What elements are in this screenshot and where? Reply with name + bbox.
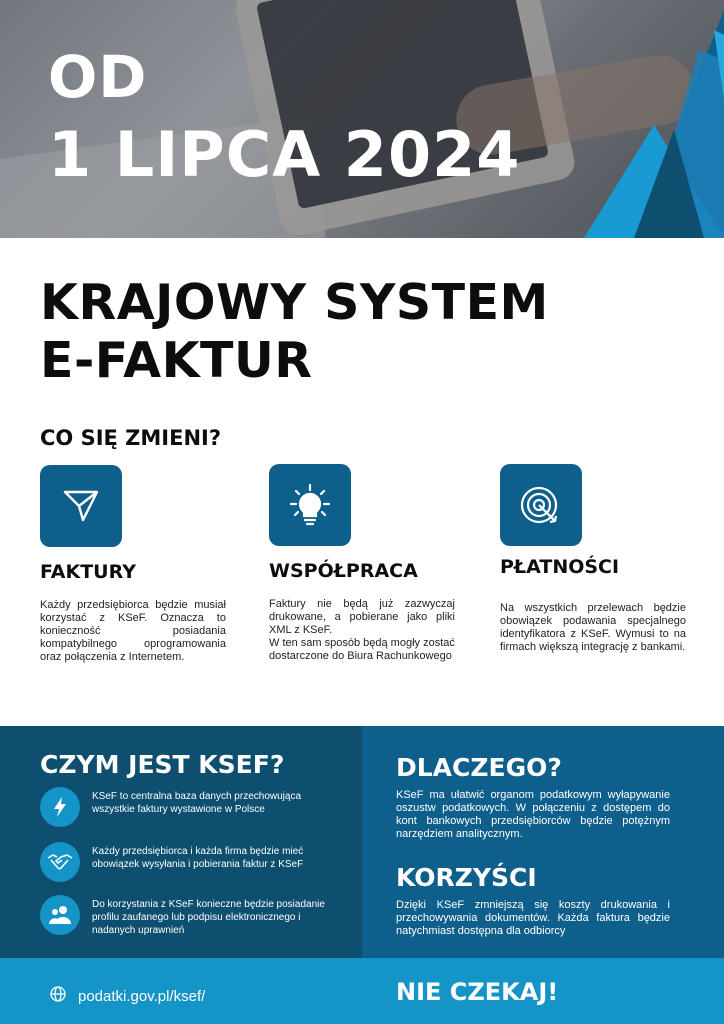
target-icon	[500, 464, 582, 546]
ksef-item-text: KSeF to centralna baza danych przechowująca wszystkie faktury wystawione w Polsce	[92, 791, 302, 815]
benefits-heading: KORZYŚCI	[396, 863, 537, 892]
call-to-action: NIE CZEKAJ!	[396, 978, 559, 1006]
why-text: KSeF ma ułatwić organom podatkowym wyłapywanie oszustw podatkowych. W połączeniu z dostępem do kont bankowych przedsiębiorców będzie potężnym narzędziem analitycznym.	[396, 789, 670, 840]
ksef-item-text: Do korzystania z KSeF konieczne będzie posiadanie profilu zaufanego lub podpisu elektronicznego i nadanych uprawnień	[92, 899, 325, 936]
hero-title-line1: OD	[48, 43, 148, 111]
hero-decoration-triangles	[524, 0, 724, 238]
ksef-item-text: Każdy przedsiębiorca i każda firma będzie mieć obowiązek wysyłania i pobierania faktur z KSeF	[92, 846, 304, 870]
ksef-item	[40, 842, 340, 886]
feature-text-part2: W ten sam sposób będą mogły zostać dostarczone do Biura Rachunkowego	[269, 637, 455, 662]
why-heading: DLACZEGO?	[396, 753, 562, 782]
ksef-heading: CZYM JEST KSEF?	[40, 750, 285, 779]
feature-text: Na wszystkich przelewach będzie obowiązek podawania specjalnego identyfikatora z KSeF. Wymusi to na firmach większą integrację z bankami.	[500, 602, 686, 653]
ksef-item	[40, 787, 340, 831]
section-subtitle: CO SIĘ ZMIENI?	[40, 426, 222, 450]
feature-title: WSPÓŁPRACA	[269, 560, 418, 582]
send-icon	[40, 465, 122, 547]
feature-text: Każdy przedsiębiorca będzie musiał korzystać z KSeF. Oznacza to konieczność posiadania kompatybilnego oprogramowania oraz połączenia z Internetem.	[40, 599, 226, 663]
main-title-line2: E-FAKTUR	[40, 332, 313, 389]
benefits-text: Dzięki KSeF zmniejszą się koszty drukowania i przechowywania dokumentów. Każda faktura będzie natychmiast dostępna dla odbiorcy	[396, 899, 670, 937]
hero-title-line2: 1 LIPCA 2024	[48, 118, 521, 191]
handshake-icon	[40, 842, 80, 882]
feature-title: PŁATNOŚCI	[500, 556, 620, 578]
lightbulb-icon	[269, 464, 351, 546]
website-url: podatki.gov.pl/ksef/	[78, 988, 206, 1005]
ksef-item	[40, 895, 340, 939]
globe-icon	[50, 986, 66, 1007]
feature-wspolpraca	[269, 464, 459, 662]
lightning-icon	[40, 787, 80, 827]
feature-title: FAKTURY	[40, 561, 136, 583]
hero-banner	[0, 0, 724, 238]
website-link[interactable]	[50, 986, 205, 1007]
main-title-line1: KRAJOWY SYSTEM	[40, 274, 549, 331]
main-title	[40, 274, 700, 390]
users-icon	[40, 895, 80, 935]
feature-text	[269, 598, 455, 663]
feature-platnosci	[500, 464, 690, 653]
feature-faktury	[40, 465, 230, 663]
feature-text-part1: Faktury nie będą już zazwyczaj drukowane, a pobierane jako pliki XML z KSeF.	[269, 598, 455, 636]
